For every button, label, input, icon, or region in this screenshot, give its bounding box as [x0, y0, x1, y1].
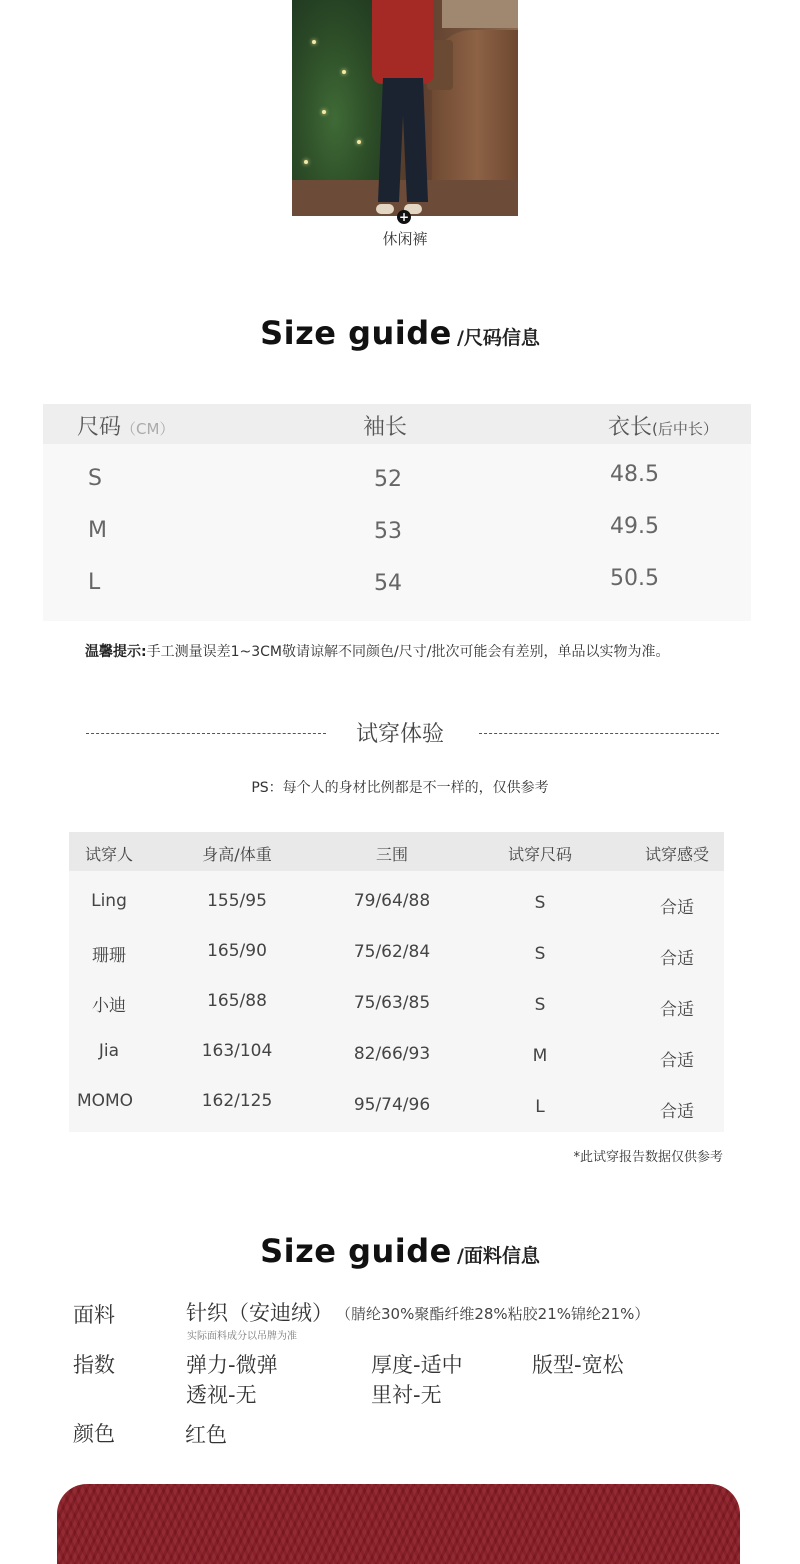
size-cell: S	[88, 466, 102, 491]
sheerness-value: 透视-无	[186, 1383, 257, 1407]
measurement-tip	[85, 641, 669, 661]
tryon-feel: 合适	[660, 1051, 694, 1071]
size-header	[77, 410, 174, 441]
tryon-height-weight: 165/90	[207, 941, 267, 961]
tree-light	[357, 140, 361, 144]
thickness-value: 厚度-适中	[371, 1353, 463, 1377]
sleeve-cell: 54	[374, 571, 402, 596]
sleeve-header: 袖长	[363, 415, 408, 440]
add-plus-icon[interactable]: +	[398, 210, 410, 224]
length-cell: 49.5	[610, 514, 659, 539]
tryon-size: L	[535, 1097, 545, 1117]
length-cell: 50.5	[610, 566, 659, 591]
material-value: 针织（安迪绒）	[186, 1301, 333, 1325]
tryon-height-weight: 163/104	[201, 1041, 273, 1061]
tryon-size: M	[532, 1046, 548, 1066]
tryon-feel: 合适	[660, 1000, 694, 1020]
title-cn: /面料信息	[456, 1245, 540, 1267]
elasticity-value: 弹力-微弹	[186, 1353, 278, 1377]
tree-light	[322, 110, 326, 114]
material-detail: （腈纶30%聚酯纤维28%粘胶21%锦纶21%）	[336, 1305, 650, 1323]
tryon-measurements: 75/62/84	[353, 942, 431, 962]
title-en: Size guide	[260, 314, 452, 352]
size-cell: M	[88, 518, 107, 543]
tryon-header-feel: 试穿感受	[644, 845, 709, 864]
tryon-person: MOMO	[76, 1091, 134, 1111]
size-header-label: 尺码	[77, 415, 122, 440]
shoe-image	[376, 204, 394, 214]
length-note: (后中长）	[652, 420, 718, 438]
tryon-height-weight: 165/88	[207, 991, 267, 1011]
sleeve-cell: 53	[374, 519, 402, 544]
tryon-note: *此试穿报告数据仅供参考	[573, 1150, 723, 1165]
tryon-height-weight: 155/95	[207, 891, 267, 911]
sleeve-cell: 52	[374, 467, 402, 492]
length-header-label: 衣长	[608, 415, 653, 440]
tryon-measurements: 75/63/85	[353, 993, 431, 1013]
tree-light	[312, 40, 316, 44]
tryon-header-person: 试穿人	[84, 845, 133, 864]
tree-light	[304, 160, 308, 164]
tryon-person: Ling	[91, 891, 127, 911]
tryon-feel: 合适	[660, 949, 694, 969]
material-label: 面料	[73, 1303, 115, 1327]
tryon-measurements: 95/74/96	[353, 1095, 431, 1115]
index-label: 指数	[73, 1353, 115, 1377]
tryon-size: S	[534, 944, 546, 964]
tryon-ps: PS：每个人的身材比例都是不一样的，仅供参考	[251, 780, 549, 796]
tryon-header-height-weight: 身高/体重	[202, 845, 272, 864]
title-cn: /尺码信息	[456, 327, 540, 349]
lining-value: 里衬-无	[371, 1383, 442, 1407]
material-note: 实际面料成分以吊牌为准	[187, 1331, 297, 1342]
tryon-person: Jia	[98, 1041, 120, 1061]
title-en: Size guide	[260, 1232, 452, 1270]
length-cell: 48.5	[610, 462, 659, 487]
tryon-feel: 合适	[660, 1102, 694, 1122]
tryon-header-measurements: 三围	[375, 845, 408, 864]
tryon-title: 试穿体验	[355, 722, 444, 747]
fit-value: 版型-宽松	[532, 1353, 624, 1377]
size-cell: L	[88, 570, 101, 595]
tryon-person: 小迪	[92, 996, 126, 1016]
sweater-image	[372, 0, 434, 84]
product-caption: 休闲裤	[382, 230, 428, 248]
tryon-person: 珊珊	[92, 946, 126, 966]
color-label: 颜色	[73, 1422, 115, 1446]
tryon-header-size: 试穿尺码	[507, 845, 572, 864]
tryon-size: S	[534, 893, 546, 913]
size-unit: （CM）	[121, 420, 175, 438]
shelf-image	[442, 0, 518, 28]
fabric-guide-title	[0, 1232, 800, 1270]
tryon-height-weight: 162/125	[201, 1091, 273, 1111]
length-header	[608, 410, 718, 441]
tip-text: 手工测量误差1~3CM敬请谅解不同颜色/尺寸/批次可能会有差别，单品以实物为准。	[146, 644, 670, 660]
product-photo[interactable]	[292, 0, 518, 216]
tryon-measurements: 79/64/88	[353, 891, 431, 911]
tryon-size: S	[534, 995, 546, 1015]
size-guide-title	[0, 314, 800, 352]
color-value: 红色	[185, 1423, 227, 1447]
tryon-feel: 合适	[660, 898, 694, 918]
tree-light	[342, 70, 346, 74]
tryon-measurements: 82/66/93	[353, 1044, 431, 1064]
tip-label: 温馨提示:	[85, 644, 147, 660]
fabric-swatch-image	[57, 1484, 740, 1564]
